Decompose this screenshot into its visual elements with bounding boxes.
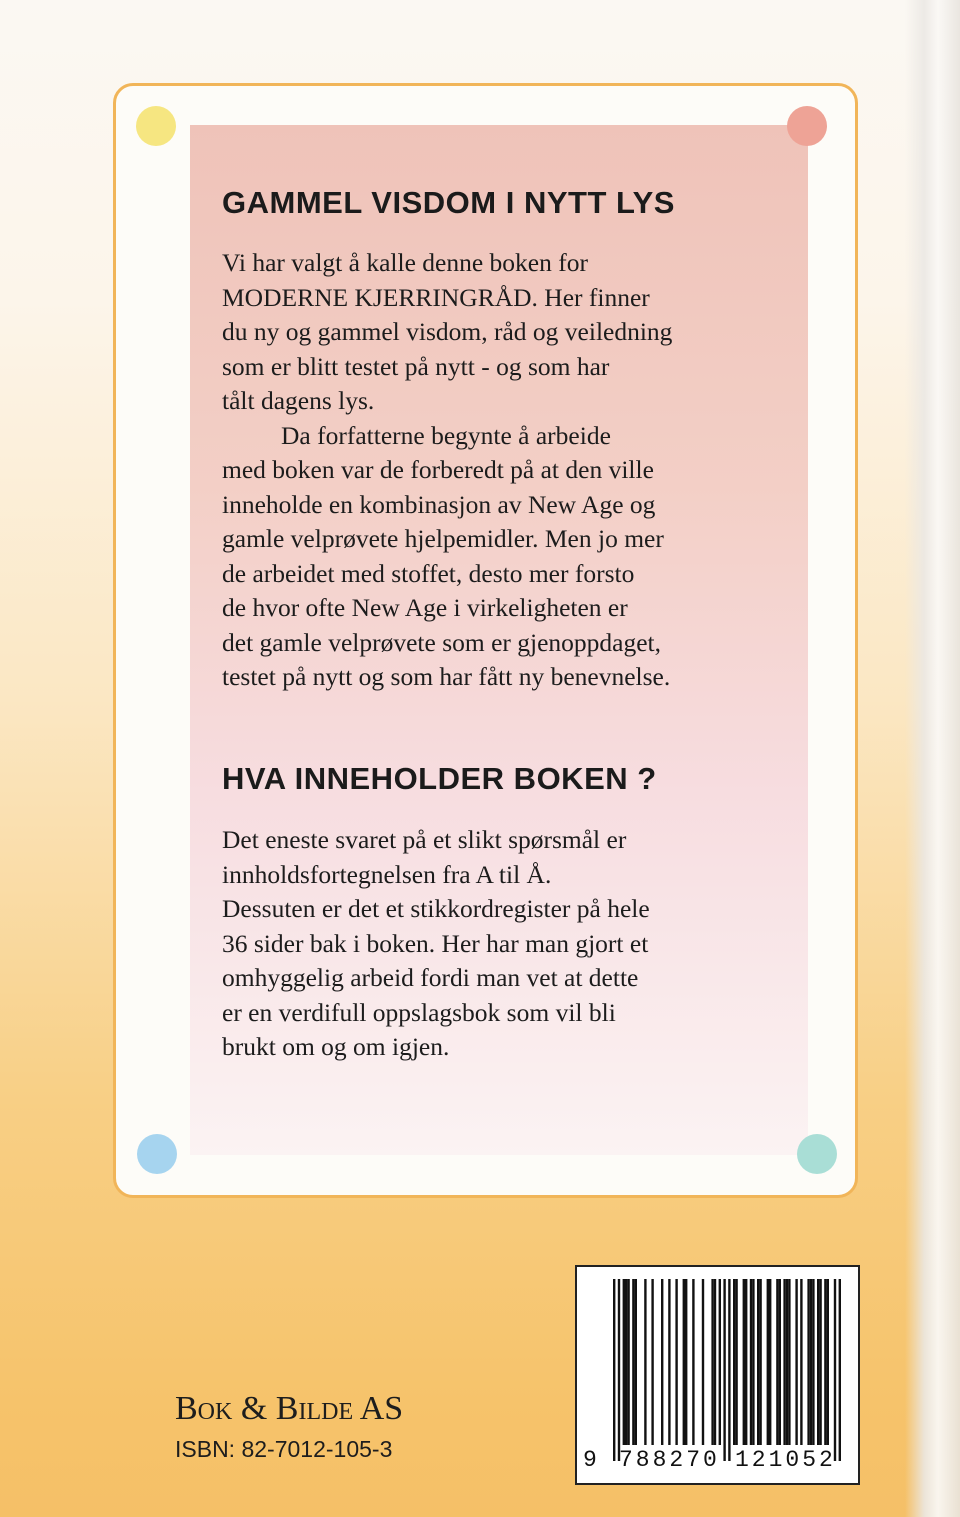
- barcode-bar: [719, 1279, 721, 1445]
- barcode-bar: [834, 1279, 836, 1461]
- barcode-bar: [810, 1279, 812, 1445]
- barcode-bar: [817, 1279, 819, 1445]
- barcode-bar: [625, 1279, 627, 1445]
- barcode-bar: [632, 1279, 634, 1445]
- body-line: gamle velprøvete hjelpemidler. Men jo mer: [222, 524, 664, 553]
- barcode-bar: [776, 1279, 778, 1445]
- barcode-bar: [661, 1279, 663, 1445]
- section2-heading: HVA INNEHOLDER BOKEN ?: [222, 761, 657, 796]
- barcode-bar: [827, 1279, 829, 1445]
- barcode-bar: [728, 1279, 730, 1461]
- isbn-number: ISBN: 82-7012-105-3: [175, 1436, 393, 1462]
- teal-dot-decoration: [797, 1134, 837, 1174]
- barcode-bar: [824, 1279, 826, 1445]
- barcode-bar: [627, 1279, 629, 1445]
- barcode-bar: [779, 1279, 781, 1445]
- barcode-bar: [750, 1279, 752, 1445]
- barcode-bar: [714, 1279, 716, 1445]
- body-line: brukt om og om igjen.: [222, 1032, 450, 1061]
- body-line: 36 sider bak i boken. Her har man gjort et: [222, 928, 649, 958]
- barcode-bar: [675, 1279, 677, 1445]
- barcode-bar: [767, 1279, 769, 1445]
- body-line: omhyggelig arbeid fordi man vet at dette: [222, 963, 639, 992]
- barcode-bar: [812, 1279, 814, 1445]
- barcode: [575, 1265, 860, 1485]
- section1-body: [222, 246, 672, 695]
- barcode-bar: [795, 1279, 797, 1445]
- body-line: de hvor ofte New Age i virkeligheten er: [222, 593, 628, 622]
- section1-heading: GAMMEL VISDOM I NYTT LYS: [222, 185, 675, 220]
- barcode-bar: [757, 1279, 759, 1445]
- barcode-bar: [743, 1279, 745, 1445]
- barcode-bar: [618, 1279, 620, 1461]
- body-line: Da forfatterne begynte å arbeide: [281, 420, 611, 450]
- barcode-bar: [683, 1279, 685, 1445]
- barcode-bar: [635, 1279, 637, 1445]
- barcode-bar: [733, 1279, 735, 1445]
- barcode-bar: [613, 1279, 615, 1461]
- yellow-dot-decoration: [136, 106, 176, 146]
- barcode-bar: [769, 1279, 771, 1445]
- body-line: innholdsfortegnelsen fra A til Å.: [222, 859, 552, 889]
- body-line: Dessuten er det et stikkordregister på hele: [222, 894, 650, 923]
- barcode-bar: [651, 1279, 653, 1445]
- barcode-bar: [800, 1279, 802, 1445]
- barcode-bar: [788, 1279, 790, 1445]
- body-line: testet på nytt og som har fått ny benevnelse.: [222, 662, 671, 691]
- barcode-bar: [839, 1279, 841, 1461]
- body-line: MODERNE KJERRINGRÅD. Her finner: [222, 282, 650, 312]
- body-line: tålt dagens lys.: [222, 386, 375, 415]
- barcode-left-digits: 788270: [619, 1447, 720, 1473]
- barcode-bar: [759, 1279, 761, 1445]
- body-line: du ny og gammel visdom, råd og veiledning: [222, 317, 673, 346]
- barcode-bar: [668, 1279, 670, 1445]
- red-dot-decoration: [787, 106, 827, 146]
- barcode-bar: [692, 1279, 694, 1445]
- barcode-bar: [745, 1279, 747, 1445]
- barcode-bar: [723, 1279, 725, 1461]
- body-line: Det eneste svaret på et slikt spørsmål er: [222, 825, 627, 854]
- body-line: det gamle velprøvete som er gjenoppdaget,: [222, 627, 662, 657]
- barcode-bar: [702, 1279, 704, 1445]
- publisher-name: Bok & Bilde AS: [175, 1390, 404, 1427]
- barcode-bar: [711, 1279, 713, 1445]
- body-line: er en verdifull oppslagsbok som vil bli: [222, 997, 616, 1027]
- section2-body: [222, 823, 650, 1065]
- spine-edge: [905, 0, 960, 1517]
- barcode-bar: [786, 1279, 788, 1445]
- body-line: med boken var de forberedt på at den ville: [222, 455, 654, 484]
- barcode-bar: [644, 1279, 646, 1445]
- body-line: som er blitt testet på nytt - og som har: [222, 351, 610, 381]
- barcode-prefix-digit: 9: [583, 1447, 597, 1473]
- barcode-bar: [783, 1279, 785, 1445]
- barcode-bar: [623, 1279, 625, 1445]
- barcode-bar: [807, 1279, 809, 1445]
- barcode-bar: [752, 1279, 754, 1445]
- body-line: de arbeidet med stoffet, desto mer forsto: [222, 558, 635, 588]
- blue-dot-decoration: [137, 1134, 177, 1174]
- barcode-right-digits: 121052: [735, 1447, 836, 1473]
- barcode-bar: [735, 1279, 737, 1445]
- barcode-bar: [819, 1279, 821, 1445]
- body-line: inneholde en kombinasjon av New Age og: [222, 489, 656, 519]
- barcode-bar: [685, 1279, 687, 1445]
- body-line: Vi har valgt å kalle denne boken for: [222, 248, 588, 277]
